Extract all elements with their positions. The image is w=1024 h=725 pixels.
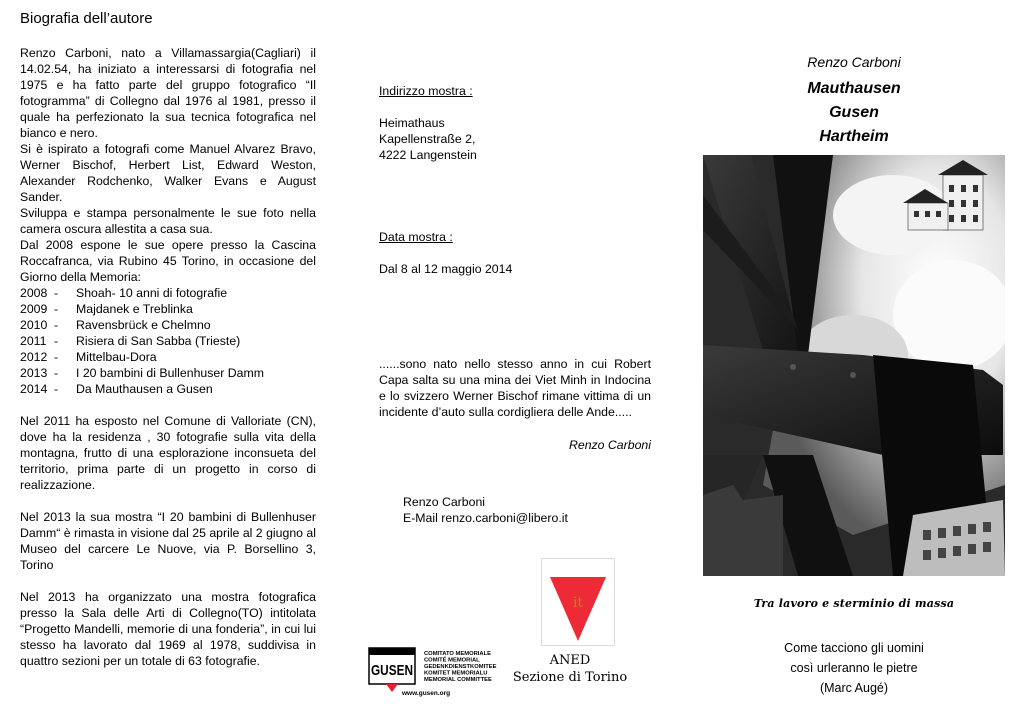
mandelli-paragraph: Nel 2013 ha organizzato una mostra fotografica presso la Sala delle Arti di Collegno(TO) intitolata “Progetto Mandelli, memorie di una fonderia”, in cui lui stesso ha lavorato dal 1969 al 1978, suddivisa in quattro sezioni per un totale di 63 fotografie. [20,590,316,668]
gusen-logo-name: GUSEN [371,662,413,679]
biography-column [20,0,316,669]
exhibition-item: 2009 - Majdanek e Treblinka [20,302,193,316]
valloriate-paragraph: Nel 2011 ha esposto nel Comune di Valloriate (CN), dove ha la residenza , 30 fotografie sulla vita della montagna, frutto di una esplorazione inconsueta del territorio, prima parte di un progetto in corso di realizzazione. [20,414,316,492]
exhibition-item: 2008 - Shoah- 10 anni di fotografie [20,286,228,300]
exhibition-item: 2010 - Ravensbrück e Chelmno [20,318,211,332]
bio-paragraph-4: Dal 2008 espone le sue opere presso la Cascina Roccafranca, via Rubino 45 Torino, in occasione del Giorno della Memoria: [20,238,316,284]
svg-text:GEDENKDIENSTKOMITEE: GEDENKDIENSTKOMITEE [424,664,497,670]
bio-paragraph-1: Renzo Carboni, nato a Villamassargia(Cagliari) il 14.02.54, ha iniziato a interessarsi di fotografia nel 1975 e ha fatto parte del gruppo fotografico “Il fotogramma” di Collegno dal 1976 al 1981, presso il quale ha perfezionato la sua tecnica fotografica nel bianco e nero. [20,46,316,140]
place-hartheim: Hartheim [819,128,889,145]
address-line: Heimathaus [379,116,445,130]
place-gusen: Gusen [829,104,879,121]
gusen-url: www.gusen.org [402,690,451,697]
verse-line: Come tacciono gli uomini [784,641,924,655]
address-line: 4222 Langenstein [379,148,477,162]
exhibition-item: 2014 - Da Mauthausen a Gusen [20,382,213,396]
exhibition-item: 2012 - Mittelbau-Dora [20,350,157,364]
exhibition-item: 2011 - Risiera di San Sabba (Trieste) [20,334,241,348]
svg-text:MEMORIAL COMMITTEE: MEMORIAL COMMITTEE [424,677,492,683]
svg-text:KOMITET MEMORIALU: KOMITET MEMORIALU [424,670,488,677]
address-label: Indirizzo mostra : [379,84,473,98]
contact-name: Renzo Carboni [403,495,486,509]
address-block [379,115,477,163]
date-value: Dal 8 al 12 maggio 2014 [379,262,513,276]
exhibition-list [20,285,316,397]
aned-triangle-mark: it [572,595,584,611]
exhibition-item: 2013 - I 20 bambini di Bullenhuser Damm [20,366,264,380]
bio-paragraph-3: Sviluppa e stampa personalmente le sue foto nella camera oscura allestita a casa sua. [20,206,316,236]
address-line: Kapellenstraße 2, [379,132,476,146]
cover-photo [703,155,1005,576]
biography-heading: Biografia dell’autore [20,10,153,27]
svg-text:COMITÉ MEMORIAL: COMITÉ MEMORIAL [424,657,480,664]
verse-line: così urleranno le pietre [790,661,918,675]
author-quote: ......sono nato nello stesso anno in cui Robert Capa salta su una mina dei Viet Minh in Indocina e lo svizzero Werner Bischof rimane vittima di un incidente d’auto sulla cordigliera delle Ande..... [379,357,651,419]
bullenhuser-paragraph: Nel 2013 la sua mostra “I 20 bambini di Bullenhuser Damm“ è rimasta in visione dal 25 aprile al 2 giugno al Museo del carcere Le Nuove, via P. Borsellino 3, Torino [20,510,316,572]
svg-text:COMITATO MEMORIALE: COMITATO MEMORIALE [424,651,491,657]
cover-author: Renzo Carboni [807,54,901,70]
cover-verse [703,638,1005,698]
cover-caption: Tra lavoro e sterminio di massa [753,597,955,610]
bio-paragraph-2: Si è ispirato a fotografi come Manuel Alvarez Bravo, Werner Bischof, Herbert List, Edward Weston, Alexander Rodchenko, Walker Evans e August Sander. [20,142,316,204]
gusen-logo [368,646,498,698]
quote-author: Renzo Carboni [568,438,651,452]
verse-attribution: (Marc Augé) [819,681,889,695]
cover-title [703,52,1005,149]
place-mauthausen: Mauthausen [807,80,901,97]
date-label: Data mostra : [379,230,453,244]
contact-email: E-Mail renzo.carboni@libero.it [403,511,568,525]
aned-logo [541,558,615,646]
aned-label: ANED Sezione di Torino [512,653,628,685]
